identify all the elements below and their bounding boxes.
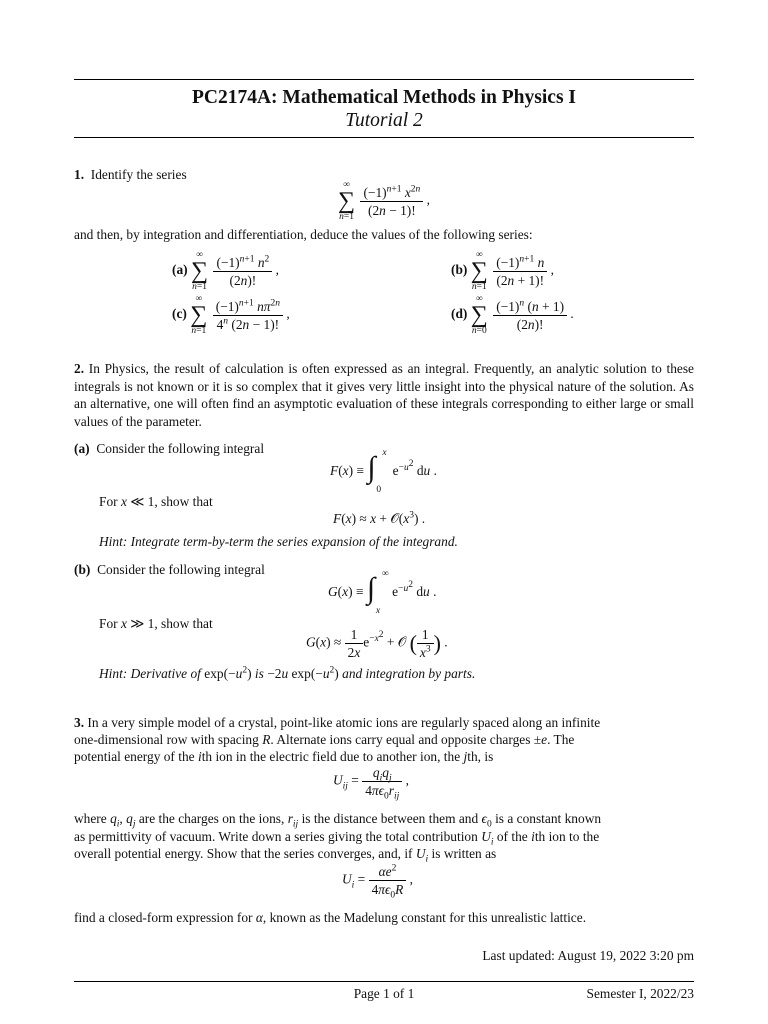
semester: Semester I, 2022/23 bbox=[586, 986, 694, 1001]
q3-line3: potential energy of the ith ion in the electric field due to another ion, the jth, is bbox=[74, 749, 494, 764]
q3-line7: find a closed-form expression for α, known as the Madelung constant for this unrealistic lattice. bbox=[74, 910, 587, 925]
q2b-result: G(x) ≈ $\frac{1}{2x}$ $e^{-x^2}$ + 𝒪 ( $\frac{1}{x^3}$ ) . bbox=[306, 627, 448, 660]
q1-part-c: (c) ∞ ∑ n=1 $\frac{(-1)^{n+1} n\pi^{2n}}{4^n (2n - 1)!}$ , bbox=[172, 294, 290, 336]
q3-madelung-eq: $U_i$ = $\frac{\alpha e^2}{4\pi\epsilon_0R}$ , bbox=[342, 863, 414, 901]
q2a-hint: Hint: Integrate term-by-term the series expansion of the integrand. bbox=[99, 534, 458, 549]
top-rule bbox=[74, 79, 694, 80]
q3-line2: one-dimensional row with spacing R. Alternate ions carry equal and opposite charges ±e. The bbox=[74, 732, 575, 747]
page-subtitle: Tutorial 2 bbox=[345, 110, 423, 131]
q1-part-d: (d) ∞ ∑ n=0 $\frac{(-1)^n (n + 1)}{(2n)!}$ . bbox=[451, 294, 574, 336]
q2a-result: $F(x) \approx x + 𝒪(x^3)$ . bbox=[333, 510, 426, 526]
q3-line6: overall potential energy. Show that the series converges, and, if $U_i$ is written as bbox=[74, 846, 497, 865]
q3-potential-eq: $U_{ij}$ = $\frac{q_iq_j}{4\pi\epsilon_0r_{ij}}$ , bbox=[333, 765, 409, 802]
q2b-intro: (b) Consider the following integral bbox=[74, 562, 265, 577]
header-rule bbox=[74, 137, 694, 138]
q1-part-a: (a) ∞ ∑ n=1 $\frac{(-1)^{n+1} n^2}{(2n)!}$ , bbox=[172, 250, 279, 292]
q3-line1: 3. In a very simple model of a crystal, point-like atomic ions are regularly spaced along an infinite bbox=[74, 715, 601, 730]
footer-rule bbox=[74, 981, 694, 982]
q2b-hint: Hint: Derivative of $\exp(-u^2)$ is −2u $\exp(-u^2)$ and integration by parts. bbox=[99, 665, 476, 681]
q3-line4: where $q_i$, $q_j$ are the charges on the ions, $r_{ij}$ is the distance between them and $\epsilon_0$ is a constant known bbox=[74, 811, 602, 830]
q1-after: and then, by integration and differentiation, deduce the values of the following series: bbox=[74, 227, 533, 242]
q2a-condition: For x ≪ 1, show that bbox=[99, 494, 213, 509]
q2a-integral: F(x) ≡ ∫ x 0 $e^{-u^2}$ du . bbox=[330, 448, 437, 495]
last-updated: Last updated: August 19, 2022 3:20 pm bbox=[482, 948, 694, 963]
q1-main-series: ∞ ∑ n=1 $\frac{(-1)^{n+1} x^{2n}}{(2n - 1)!}$ , bbox=[337, 180, 430, 222]
q2a-intro: (a) Consider the following integral bbox=[74, 441, 265, 456]
q2-text: 2. In Physics, the result of calculation is often expressed as an integral. Frequently, an analytic solution to these integrals is not known or it is so complex that it gives very little insight into the physical nature of the solution. As an alternative, one will often find an asymptotic evaluation of these integrals corresponding to either large or small values of the parameter. bbox=[74, 361, 694, 429]
page-title: PC2174A: Mathematical Methods in Physics I bbox=[191, 87, 576, 108]
q1-part-b: (b) ∞ ∑ n=1 $\frac{(-1)^{n+1} n}{(2n + 1)!}$ , bbox=[451, 250, 554, 292]
q2b-condition: For x ≫ 1, show that bbox=[99, 616, 213, 631]
page-number: Page 1 of 1 bbox=[353, 986, 415, 1001]
q3-line5: as permittivity of vacuum. Write down a series giving the total contribution $U_i$ of the ith ion to the bbox=[74, 829, 600, 848]
q1-intro: 1. Identify the series bbox=[74, 167, 187, 182]
q2b-integral: G(x) ≡ ∫ ∞ x $e^{-u^2}$ du . bbox=[328, 569, 437, 616]
